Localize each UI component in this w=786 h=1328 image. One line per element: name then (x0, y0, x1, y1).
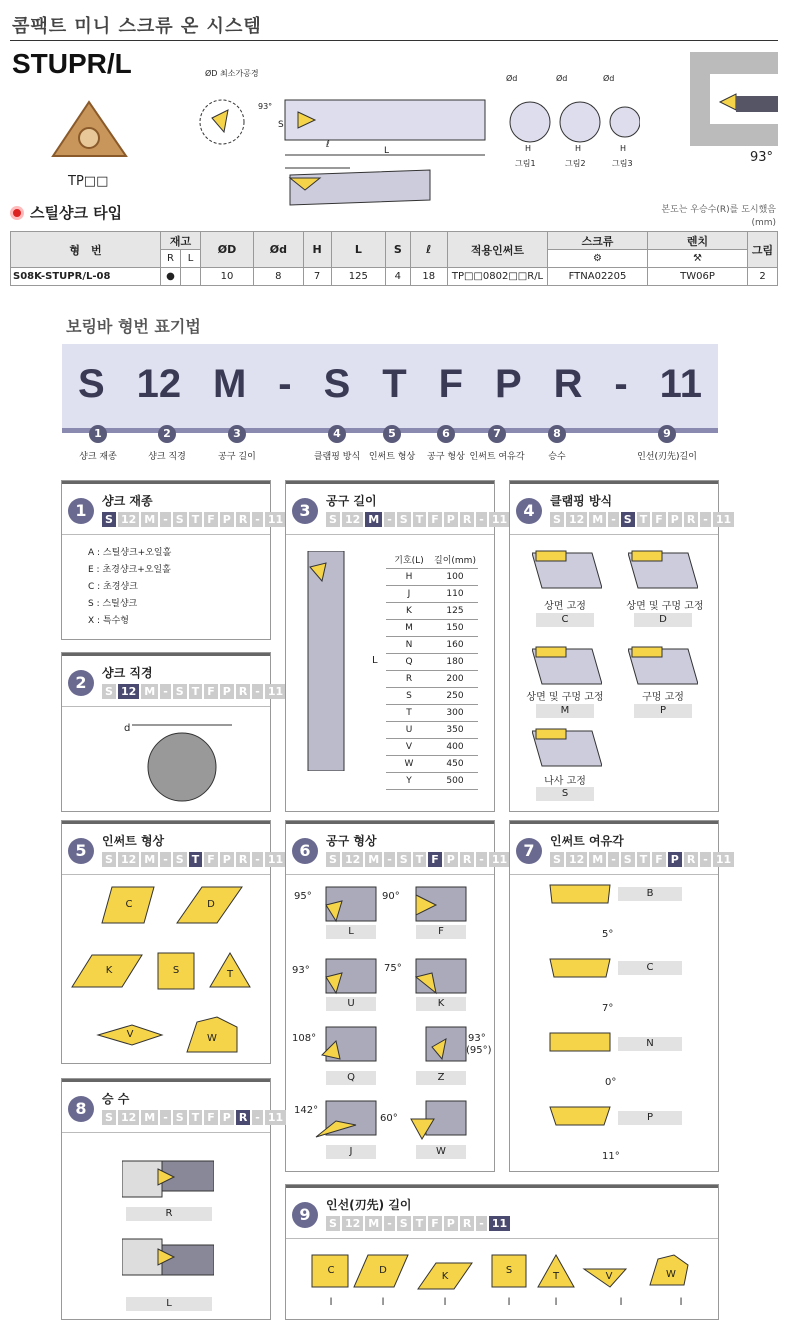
bullet-icon (10, 206, 24, 220)
step-2: 2 (158, 425, 176, 443)
box7-title: 인써트 여유각 (550, 834, 624, 848)
cell-model: S08K-STUPR/L-08 (11, 268, 161, 286)
note: 본도는 우승수(R)를 도시했음 (mm) (661, 205, 776, 228)
clamp-m-icon (532, 639, 602, 689)
fig3-label: 그림3 (612, 159, 633, 168)
fig1-label: 그림1 (515, 159, 536, 168)
hand-shapes (122, 1141, 214, 1301)
step-6-label: 공구 형상 (427, 452, 465, 462)
edge-shapes (286, 1245, 718, 1319)
th-d: Ød (254, 232, 304, 268)
code-strip: S 12 M - S T F P R - 11 (102, 512, 286, 527)
th-r: R (161, 250, 181, 268)
insert-label: TP□□ (68, 174, 109, 189)
box-edge-length: 9 인선(刃先) 길이 S 12 M - S T F P R - 11 C D K S T V W l l l l l l l (285, 1184, 719, 1320)
step-4-label: 클램핑 방식 (313, 452, 361, 462)
cell-r: ● (161, 268, 181, 286)
table-row (11, 268, 778, 286)
od-small-2: Ød (556, 74, 568, 83)
table-row: R 200 (386, 670, 478, 687)
step-7: 7 (488, 425, 506, 443)
hand-R: R (126, 1207, 212, 1221)
th-insert: 적용인써트 (448, 232, 548, 268)
model-title: STUPR/L (12, 48, 132, 79)
step-4: 4 (328, 425, 346, 443)
screw-icon: ⚙ (548, 250, 648, 268)
list-item: X : 특수형 (88, 616, 130, 626)
clamp-p-name: 구멍 고정 (642, 692, 684, 703)
list-item: E : 초경샹크+오일홀 (88, 565, 171, 575)
clearance-B: B (618, 887, 682, 901)
notation-title: 보링바 형번 표기법 (66, 317, 201, 336)
cell-s: 4 (386, 268, 410, 286)
th-ell: ℓ (410, 232, 447, 268)
d-label: d (124, 723, 131, 734)
clamp-m-name: 상면 및 구멍 고정 (526, 692, 604, 703)
box4-title: 클램핑 방식 (550, 494, 613, 508)
table-row: S 250 (386, 687, 478, 704)
angle-93: 93° (750, 150, 774, 165)
clamp-c-name: 상면 고정 (544, 601, 586, 612)
tool-shape-F: F (416, 925, 466, 939)
box-tool-length: 3 공구 길이 S 12 M - S T F P R - 11 L 기호(L) 길이(mm) H 100 J 110 K 125 M 150 N 160 Q 180 R 200 S 250 T 300 U 350 V 400 W 450 Y 500 (285, 480, 495, 812)
tool-diagram (190, 60, 640, 210)
cell-l (181, 268, 201, 286)
th-h: H (303, 232, 331, 268)
th-od: ØD (201, 232, 254, 268)
step-7-label: 인써트 여유각 (469, 452, 525, 462)
box-shank-material: 1 샹크 재종 S 12 M - S T F P R - 11 A : 스틸샹크+오일홀 E : 초경샹크+오일홀 C : 초경샹크 S : 스틸샹크 X : 특수형 (61, 480, 271, 640)
tool-shape-J: J (326, 1145, 376, 1159)
fig2-label: 그림2 (565, 159, 586, 168)
cell-wrench: TW06P (648, 268, 748, 286)
table-row: H 100 (386, 568, 478, 585)
step-1: 1 (89, 425, 107, 443)
step-3-label: 공구 길이 (218, 452, 256, 462)
cell-insert: TP□□0802□□R/L (448, 268, 548, 286)
clamp-c-icon (532, 543, 602, 593)
od-small-1: Ød (506, 74, 518, 83)
box8-title: 승 수 (102, 1092, 130, 1106)
box-clearance: 7 인써트 여유각 S 12 M - S T F P R - 11 5° B 7° C 0° N 11° P (509, 820, 719, 1172)
box3-title: 공구 길이 (326, 494, 377, 508)
code-chars: S 12 M - S T F P R - 11 (77, 362, 702, 406)
boring-bar-icon (296, 551, 366, 771)
table-row: M 150 (386, 619, 478, 636)
hand-L: L (126, 1297, 212, 1311)
box-insert-shape: 5 인써트 형상 S 12 M - S T F P R - 11 C D K S T V W (61, 820, 271, 1064)
h-label-2: H (575, 144, 582, 153)
cell-L: 125 (331, 268, 386, 286)
table-row: J 110 (386, 585, 478, 602)
box-tool-shape: 6 공구 형상 S 12 M - S T F P R - 11 95° L 90° F 93° U 75° K 108° Q 93° (95°) Z 142° J 60° W (285, 820, 495, 1172)
cell-od: 10 (201, 268, 254, 286)
table-row: U 350 (386, 721, 478, 738)
shank-section-icon (122, 715, 242, 805)
step-2-label: 샹크 직경 (148, 452, 186, 462)
box9-title: 인선(刃先) 길이 (326, 1198, 412, 1212)
box2-title: 샹크 직경 (102, 666, 153, 680)
th-s: S (386, 232, 410, 268)
box-shank-diameter: 2 샹크 직경 S 12 M - S T F P R - 11 d (61, 652, 271, 812)
tool-shape-Z: Z (416, 1071, 466, 1085)
table-row: V 400 (386, 738, 478, 755)
clearance-C: C (618, 961, 682, 975)
clamp-m-code: M (536, 704, 594, 718)
table-row: Y 500 (386, 772, 478, 789)
angle-label: 93° (258, 102, 273, 111)
step-6: 6 (437, 425, 455, 443)
step-3: 3 (228, 425, 246, 443)
clamp-d-name: 상면 및 구멍 고정 (626, 601, 704, 612)
wrench-icon: ⚒ (648, 250, 748, 268)
table-row: N 160 (386, 636, 478, 653)
step-9: 9 (658, 425, 676, 443)
insert-photo (48, 98, 130, 162)
material-list (88, 545, 171, 630)
tool-shape-U: U (326, 997, 376, 1011)
list-item: C : 초경샹크 (88, 582, 138, 592)
cell-screw: FTNA02205 (548, 268, 648, 286)
clamp-s-code: S (536, 787, 594, 801)
tool-shape-K: K (416, 997, 466, 1011)
box1-title: 샹크 재종 (102, 494, 153, 508)
tool-shape-W: W (416, 1145, 466, 1159)
th-stock: 재고 (161, 232, 201, 250)
L-label-3: L (372, 655, 378, 666)
workpiece-diagram (690, 52, 778, 146)
box-hand: 8 승 수 S 12 M - S T F P R - 11 R L (61, 1078, 271, 1320)
step-1-label: 샹크 재종 (79, 452, 117, 462)
clearance-P: P (618, 1111, 682, 1125)
box5-title: 인써트 형상 (102, 834, 165, 848)
step-8: 8 (548, 425, 566, 443)
tool-shape-Q: Q (326, 1071, 376, 1085)
h-label-3: H (620, 144, 627, 153)
list-item: S : 스틸샹크 (88, 599, 138, 609)
l-small-label: ℓ (326, 140, 330, 150)
th-screw: 스크류 (548, 232, 648, 250)
box-clamping: 4 클램핑 방식 S 12 M - S T F P R - 11 상면 고정 C 상면 및 구멍 고정 D 상면 및 구멍 고정 M 구멍 고정 P 나사 고정 S (509, 480, 719, 812)
th-l: L (181, 250, 201, 268)
clamp-c-code: C (536, 613, 594, 627)
clamp-s-name: 나사 고정 (544, 776, 586, 787)
cell-ell: 18 (410, 268, 447, 286)
th-wrench: 렌치 (648, 232, 748, 250)
step-8-label: 승수 (548, 452, 566, 462)
divider (10, 40, 778, 41)
table-row: K 125 (386, 602, 478, 619)
clamp-d-code: D (634, 613, 692, 627)
list-item: A : 스틸샹크+오일홀 (88, 548, 172, 558)
clearance-N: N (618, 1037, 682, 1051)
spec-table (10, 231, 778, 286)
table-row: W 450 (386, 755, 478, 772)
th-fig: 그림 (748, 232, 778, 268)
table-row: T 300 (386, 704, 478, 721)
clamp-p-code: P (634, 704, 692, 718)
step-5: 5 (383, 425, 401, 443)
cell-h: 7 (303, 268, 331, 286)
insert-shapes (62, 877, 270, 1063)
h-label-1: H (525, 144, 532, 153)
step-5-label: 인써트 형상 (368, 452, 416, 462)
cell-d: 8 (254, 268, 304, 286)
od-small-3: Ød (603, 74, 615, 83)
length-table: 기호(L) 길이(mm) H 100 J 110 K 125 M 150 N 160 Q 180 R 200 S 250 T 300 U 350 V 400 W 450 Y 500 (386, 551, 478, 790)
box6-title: 공구 형상 (326, 834, 377, 848)
th-model: 형 번 (11, 232, 161, 268)
od-label: ØD 최소가공경 (205, 69, 259, 78)
cell-fig: 2 (748, 268, 778, 286)
clearance-shapes (540, 881, 620, 1161)
tool-shape-L: L (326, 925, 376, 939)
L-label: L (384, 146, 390, 156)
th-L: L (331, 232, 386, 268)
s-label: S (278, 120, 284, 130)
clamp-p-icon (628, 639, 698, 689)
section-title: 스틸샹크 타입 (10, 202, 122, 223)
table-row: Q 180 (386, 653, 478, 670)
page-title: 콤팩트 미니 스크류 온 시스템 (12, 16, 262, 37)
step-9-label: 인선(刃先)길이 (637, 452, 697, 462)
clamp-s-icon (532, 721, 602, 771)
clamp-d-icon (628, 543, 698, 593)
